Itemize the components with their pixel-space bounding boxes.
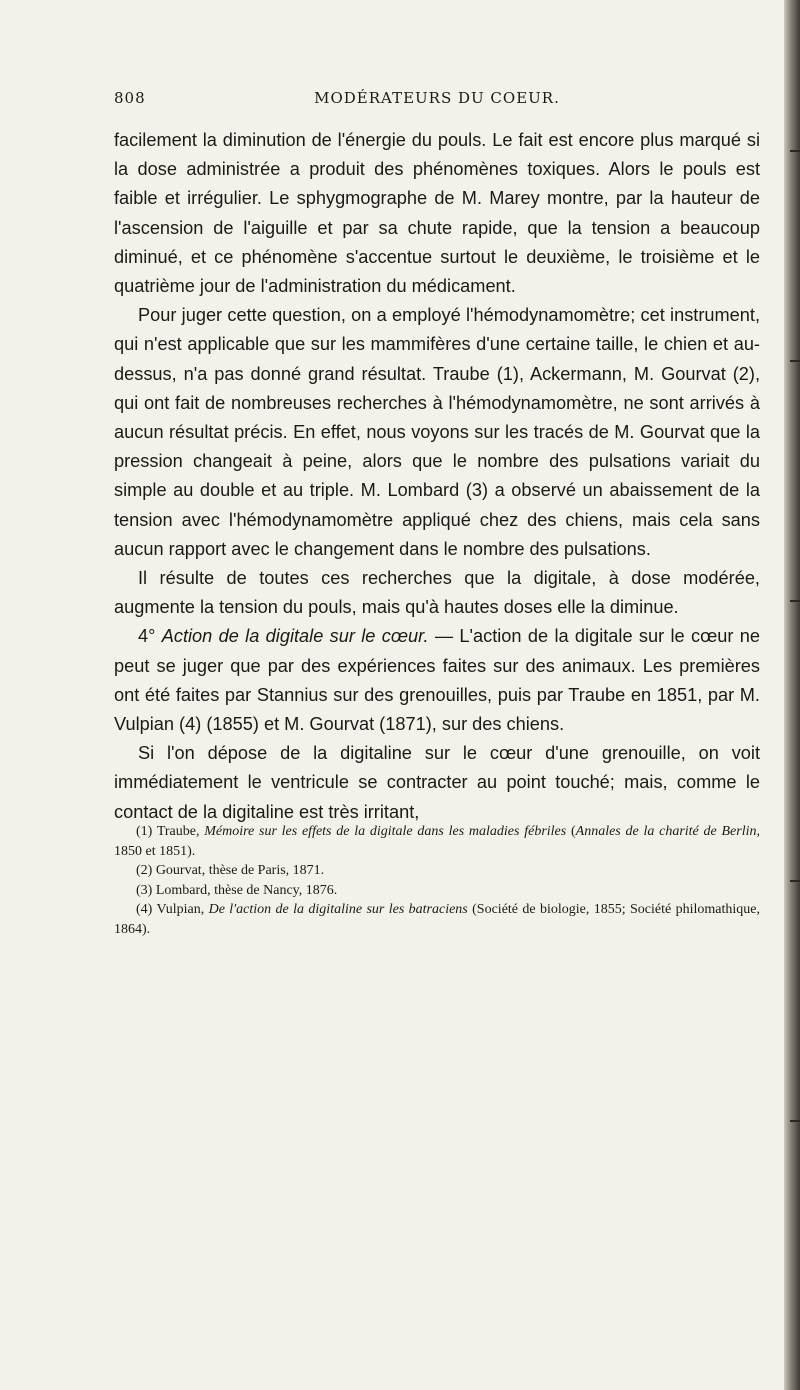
footnote-1-journal: Annales de la charité de Berlin, bbox=[575, 824, 760, 839]
edge-mark bbox=[790, 880, 800, 882]
footnote-1-title: Mémoire sur les effets de la digitale dans les maladies fébriles bbox=[204, 824, 567, 839]
footnote-1-author: (1) Traube, bbox=[136, 824, 205, 839]
paragraph-5: Si l'on dépose de la digitaline sur le cœur d'une grenouille, on voit immédiatement le ventricule se contracter au point touché; mais, comme le contact de la digitaline est très irritant, bbox=[114, 743, 760, 822]
edge-mark bbox=[790, 600, 800, 602]
footnotes bbox=[114, 822, 760, 940]
footnote-3: (3) Lombard, thèse de Nancy, 1876. bbox=[136, 882, 338, 898]
edge-mark bbox=[790, 360, 800, 362]
paragraph-2: Pour juger cette question, on a employé l'hémodynamomètre; cet instrument, qui n'est applicable que sur les mammifères d'une certaine taille, le chien et au-dessus, n'a pas donné grand résultat. Traube (1), Ackermann, M. Gourvat (2), qui ont fait de nombreuses recherches à l'hémodynamomètre, ne sont arrivés à aucun résultat précis. En effet, nous voyons sur les tracés de M. Gourvat que la pression changeait à peine, alors que le nombre des pulsations variait du simple au double et au triple. M. Lombard (3) a observé un abaissement de la tension avec l'hémodynamomètre appliqué chez des chiens, mais cela sans aucun rapport avec le changement dans le nombre des pulsations. bbox=[114, 305, 760, 559]
footnote-4-source: (Société de biologie, 1855; Société philomathique, 1864). bbox=[114, 902, 760, 937]
section-number: 4° bbox=[138, 626, 156, 647]
edge-mark bbox=[790, 1120, 800, 1122]
footnote-1-paren: ( bbox=[566, 824, 576, 839]
section-heading: Action de la digitale sur le cœur. bbox=[161, 626, 429, 647]
body-text bbox=[114, 126, 760, 827]
footnote-4 bbox=[114, 900, 760, 939]
footnote-1-years: 1850 et 1851). bbox=[114, 843, 196, 859]
paragraph-4 bbox=[114, 622, 760, 739]
footnote-4-author: (4) Vulpian, bbox=[136, 902, 209, 918]
paragraph-4-text: — L'action de la digitale sur le cœur ne peut se juger que par des expériences faites sur des animaux. Les premières ont été faites par Stannius sur des grenouilles, puis par Traube en 1851, par M. Vulpian (4) (1855) et M. Gourvat (1871), sur des chiens. bbox=[114, 626, 760, 735]
edge-mark bbox=[790, 150, 800, 152]
paragraph-3: Il résulte de toutes ces recherches que la digitale, à dose modérée, augmente la tension du pouls, mais qu'à hautes doses elle la diminue. bbox=[114, 568, 760, 618]
footnote-4-title: De l'action de la digitaline sur les batraciens bbox=[208, 902, 468, 918]
page-edge-shadow bbox=[784, 0, 800, 1390]
footnote-2: (2) Gourvat, thèse de Paris, 1871. bbox=[136, 863, 325, 879]
running-head bbox=[114, 89, 760, 111]
running-title: MODÉRATEURS DU COEUR. bbox=[314, 89, 560, 107]
paragraph-1: facilement la diminution de l'énergie du pouls. Le fait est encore plus marqué si la dose administrée a produit des phénomènes toxiques. Alors le pouls est faible et irrégulier. Le sphygmographe de M. Marey montre, par la hauteur de l'ascension de l'aiguille et par sa chute rapide, que la tension a beaucoup diminué, et ce phénomène s'accentue surtout le deuxième, le troisième et le quatrième jour de l'administration du médicament. bbox=[114, 130, 760, 297]
footnote-1 bbox=[114, 822, 760, 861]
page-number: 808 bbox=[114, 89, 146, 107]
